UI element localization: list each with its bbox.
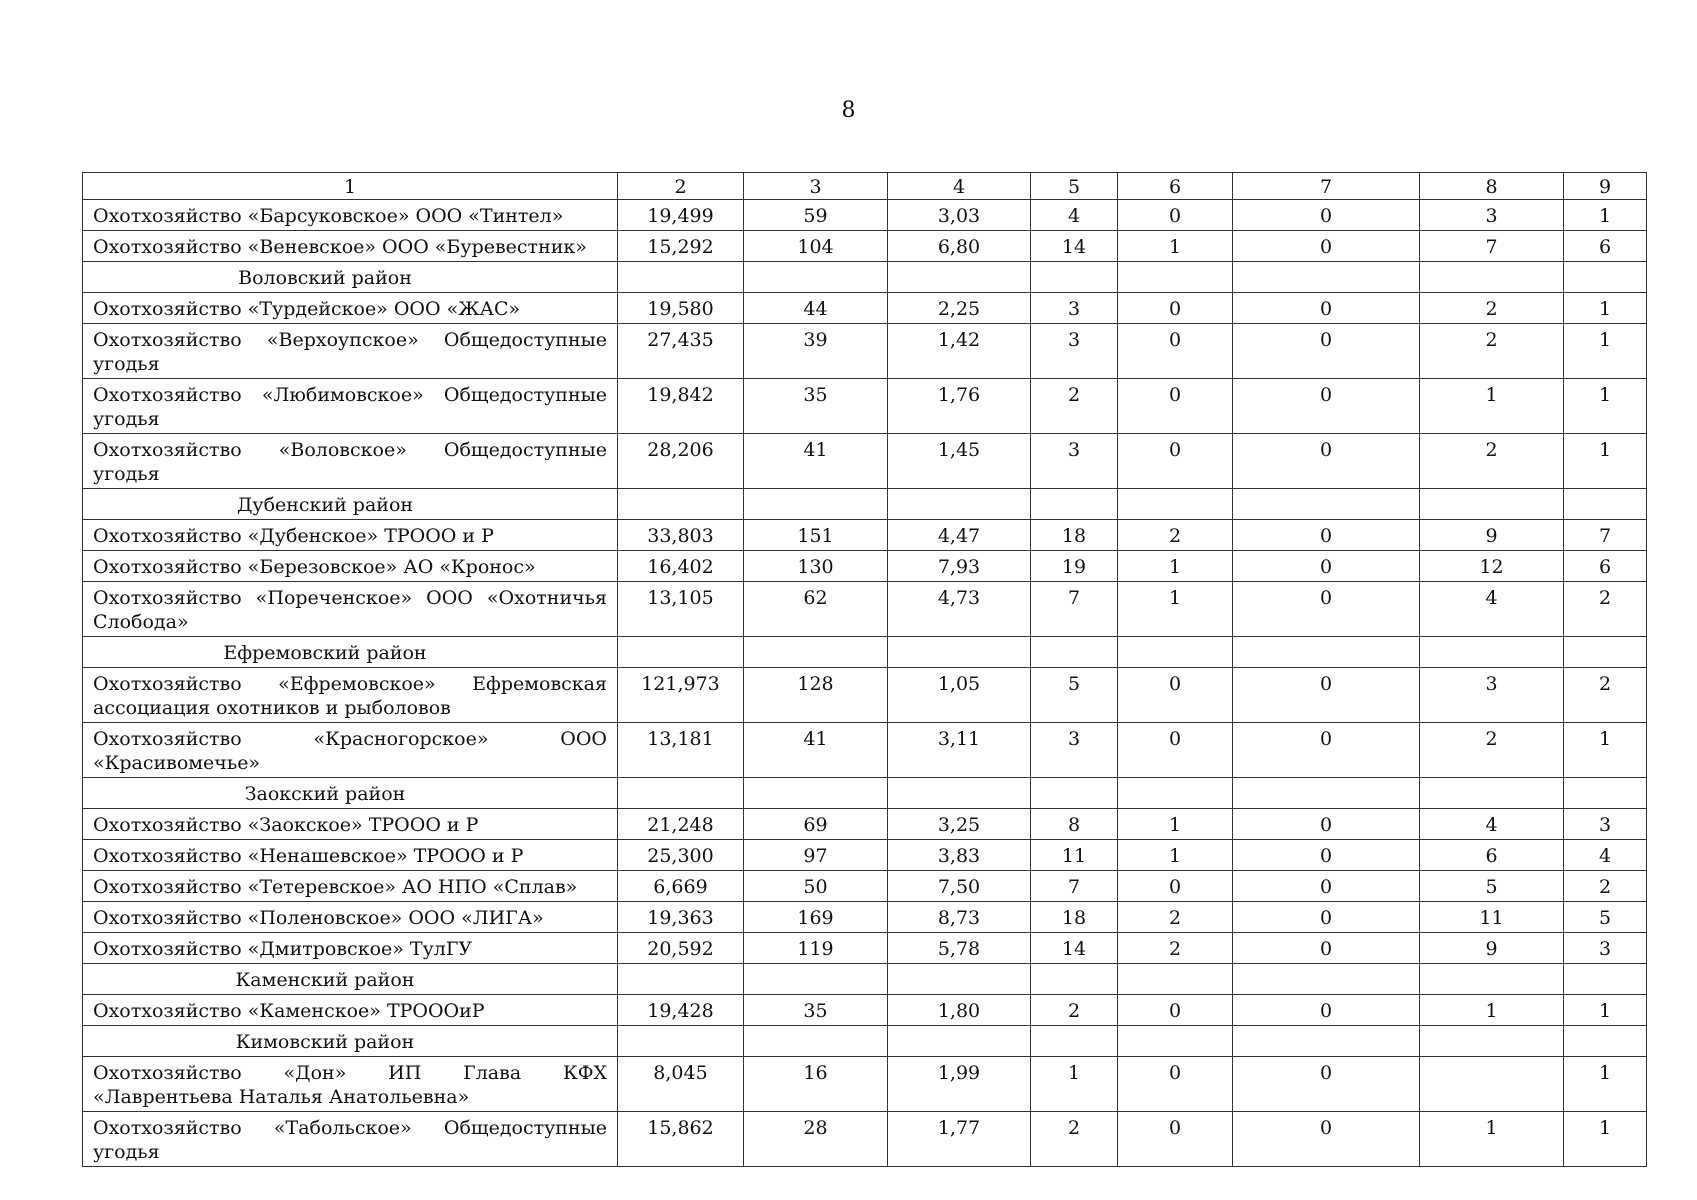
- district-row: [83, 637, 1647, 668]
- value-cell: 6: [1420, 840, 1564, 871]
- value-cell: 6,669: [618, 871, 744, 902]
- value-cell: [1031, 489, 1118, 520]
- page-number: 8: [841, 98, 856, 123]
- table-body: [83, 173, 1647, 1167]
- value-cell: 0: [1233, 434, 1420, 489]
- value-cell: 44: [744, 293, 888, 324]
- value-cell: 41: [744, 723, 888, 778]
- table-row: [83, 324, 1647, 379]
- table-header-row: [83, 173, 1647, 200]
- value-cell: [1233, 262, 1420, 293]
- value-cell: 1: [1420, 379, 1564, 434]
- value-cell: 1,80: [888, 995, 1031, 1026]
- value-cell: 2: [1420, 434, 1564, 489]
- value-cell: 4: [1031, 200, 1118, 231]
- value-cell: 6: [1564, 231, 1647, 262]
- value-cell: [1420, 637, 1564, 668]
- district-name-cell: Дубенский район: [83, 489, 618, 520]
- value-cell: 1: [1564, 324, 1647, 379]
- value-cell: 2: [1118, 933, 1233, 964]
- value-cell: 8,045: [618, 1057, 744, 1112]
- value-cell: 19,499: [618, 200, 744, 231]
- value-cell: 0: [1233, 200, 1420, 231]
- hunting-ground-name-cell: Охотхозяйство «Красногорское» ООО «Красивомечье»: [83, 723, 618, 778]
- hunting-ground-name-cell: Охотхозяйство «Барсуковское» ООО «Тинтел»: [83, 200, 618, 231]
- value-cell: 128: [744, 668, 888, 723]
- table-row: [83, 520, 1647, 551]
- value-cell: 0: [1233, 809, 1420, 840]
- value-cell: 7: [1031, 871, 1118, 902]
- district-name-cell: Заокский район: [83, 778, 618, 809]
- value-cell: 151: [744, 520, 888, 551]
- hunting-ground-name-cell: Охотхозяйство «Воловское» Общедоступные угодья: [83, 434, 618, 489]
- value-cell: [1420, 1057, 1564, 1112]
- value-cell: [1233, 1026, 1420, 1057]
- value-cell: 4,73: [888, 582, 1031, 637]
- hunting-ground-name-cell: Охотхозяйство «Ненашевское» ТРООО и Р: [83, 840, 618, 871]
- table-row: [83, 231, 1647, 262]
- value-cell: 0: [1118, 723, 1233, 778]
- value-cell: 1: [1420, 1112, 1564, 1167]
- value-cell: 50: [744, 871, 888, 902]
- value-cell: 4: [1420, 809, 1564, 840]
- value-cell: [1118, 637, 1233, 668]
- value-cell: 1: [1564, 1112, 1647, 1167]
- table-row: [83, 379, 1647, 434]
- value-cell: 18: [1031, 520, 1118, 551]
- district-row: [83, 964, 1647, 995]
- value-cell: 119: [744, 933, 888, 964]
- value-cell: 9: [1420, 520, 1564, 551]
- value-cell: 16,402: [618, 551, 744, 582]
- table-row: [83, 871, 1647, 902]
- value-cell: 2: [1420, 293, 1564, 324]
- hunting-ground-name-cell: Охотхозяйство «Пореченское» ООО «Охотничья Слобода»: [83, 582, 618, 637]
- value-cell: 7,50: [888, 871, 1031, 902]
- table-row: [83, 809, 1647, 840]
- value-cell: 7: [1031, 582, 1118, 637]
- value-cell: [1233, 964, 1420, 995]
- district-name-cell: Ефремовский район: [83, 637, 618, 668]
- value-cell: 2: [1118, 520, 1233, 551]
- value-cell: [1233, 637, 1420, 668]
- value-cell: 0: [1233, 1112, 1420, 1167]
- value-cell: [1118, 964, 1233, 995]
- value-cell: 0: [1233, 668, 1420, 723]
- hunting-ground-name-cell: Охотхозяйство «Тетеревское» АО НПО «Сплав»: [83, 871, 618, 902]
- value-cell: [1420, 778, 1564, 809]
- value-cell: 9: [1420, 933, 1564, 964]
- value-cell: 0: [1233, 582, 1420, 637]
- value-cell: 2: [1564, 582, 1647, 637]
- value-cell: [1118, 1026, 1233, 1057]
- value-cell: [888, 262, 1031, 293]
- value-cell: [1564, 489, 1647, 520]
- value-cell: 0: [1118, 293, 1233, 324]
- value-cell: 0: [1233, 840, 1420, 871]
- value-cell: 1: [1564, 434, 1647, 489]
- table-row: [83, 723, 1647, 778]
- value-cell: 1: [1564, 995, 1647, 1026]
- value-cell: 121,973: [618, 668, 744, 723]
- value-cell: 3: [1031, 324, 1118, 379]
- value-cell: [1031, 262, 1118, 293]
- table-row: [83, 840, 1647, 871]
- value-cell: 1: [1031, 1057, 1118, 1112]
- value-cell: 3,83: [888, 840, 1031, 871]
- value-cell: 0: [1118, 379, 1233, 434]
- table-row: [83, 200, 1647, 231]
- value-cell: 25,300: [618, 840, 744, 871]
- value-cell: 2: [1118, 902, 1233, 933]
- header-cell: 3: [744, 173, 888, 200]
- value-cell: [1233, 489, 1420, 520]
- value-cell: 33,803: [618, 520, 744, 551]
- value-cell: 2: [1564, 668, 1647, 723]
- value-cell: 16: [744, 1057, 888, 1112]
- value-cell: 1: [1118, 809, 1233, 840]
- value-cell: [1031, 1026, 1118, 1057]
- value-cell: [888, 637, 1031, 668]
- value-cell: 1,45: [888, 434, 1031, 489]
- value-cell: 4: [1420, 582, 1564, 637]
- header-cell: 6: [1118, 173, 1233, 200]
- value-cell: 5: [1031, 668, 1118, 723]
- value-cell: 2: [1420, 324, 1564, 379]
- value-cell: 11: [1031, 840, 1118, 871]
- value-cell: 0: [1233, 933, 1420, 964]
- value-cell: [1118, 778, 1233, 809]
- value-cell: 0: [1118, 200, 1233, 231]
- value-cell: 19,363: [618, 902, 744, 933]
- value-cell: [1031, 964, 1118, 995]
- table-row: [83, 434, 1647, 489]
- district-row: [83, 262, 1647, 293]
- header-cell: 9: [1564, 173, 1647, 200]
- table-row: [83, 293, 1647, 324]
- value-cell: 2: [1420, 723, 1564, 778]
- value-cell: 0: [1118, 871, 1233, 902]
- value-cell: [1233, 778, 1420, 809]
- hunting-ground-name-cell: Охотхозяйство «Дмитровское» ТулГУ: [83, 933, 618, 964]
- value-cell: 3: [1031, 434, 1118, 489]
- district-row: [83, 489, 1647, 520]
- value-cell: 1: [1118, 840, 1233, 871]
- value-cell: 1: [1118, 551, 1233, 582]
- value-cell: 15,862: [618, 1112, 744, 1167]
- value-cell: [1564, 1026, 1647, 1057]
- value-cell: 0: [1233, 723, 1420, 778]
- value-cell: 14: [1031, 933, 1118, 964]
- value-cell: 0: [1118, 1112, 1233, 1167]
- value-cell: 8,73: [888, 902, 1031, 933]
- hunting-ground-name-cell: Охотхозяйство «Веневское» ООО «Буревестник»: [83, 231, 618, 262]
- value-cell: 3: [1420, 200, 1564, 231]
- value-cell: 2,25: [888, 293, 1031, 324]
- value-cell: [1031, 778, 1118, 809]
- value-cell: 1: [1564, 1057, 1647, 1112]
- value-cell: [1031, 637, 1118, 668]
- value-cell: 19: [1031, 551, 1118, 582]
- value-cell: [1118, 489, 1233, 520]
- value-cell: 3: [1420, 668, 1564, 723]
- value-cell: 1: [1564, 293, 1647, 324]
- value-cell: [1564, 262, 1647, 293]
- value-cell: [618, 489, 744, 520]
- value-cell: 1: [1564, 379, 1647, 434]
- value-cell: 3,25: [888, 809, 1031, 840]
- value-cell: 169: [744, 902, 888, 933]
- table-row: [83, 933, 1647, 964]
- value-cell: [1564, 964, 1647, 995]
- value-cell: 0: [1118, 995, 1233, 1026]
- district-name-cell: Воловский район: [83, 262, 618, 293]
- table-row: [83, 551, 1647, 582]
- header-cell: 8: [1420, 173, 1564, 200]
- header-cell: 2: [618, 173, 744, 200]
- value-cell: 3,11: [888, 723, 1031, 778]
- value-cell: [888, 489, 1031, 520]
- hunting-ground-name-cell: Охотхозяйство «Березовское» АО «Кронос»: [83, 551, 618, 582]
- district-row: [83, 778, 1647, 809]
- value-cell: 18: [1031, 902, 1118, 933]
- value-cell: [1420, 262, 1564, 293]
- value-cell: 0: [1118, 668, 1233, 723]
- value-cell: 6: [1564, 551, 1647, 582]
- value-cell: 2: [1564, 871, 1647, 902]
- table-row: [83, 582, 1647, 637]
- value-cell: [618, 964, 744, 995]
- value-cell: 3: [1031, 723, 1118, 778]
- value-cell: 7: [1564, 520, 1647, 551]
- hunting-ground-name-cell: Охотхозяйство «Любимовское» Общедоступные угодья: [83, 379, 618, 434]
- value-cell: [744, 489, 888, 520]
- value-cell: 2: [1031, 379, 1118, 434]
- value-cell: 21,248: [618, 809, 744, 840]
- value-cell: 39: [744, 324, 888, 379]
- value-cell: 1: [1564, 723, 1647, 778]
- hunting-ground-name-cell: Охотхозяйство «Табольское» Общедоступные угодья: [83, 1112, 618, 1167]
- value-cell: 41: [744, 434, 888, 489]
- value-cell: 5: [1564, 902, 1647, 933]
- value-cell: 69: [744, 809, 888, 840]
- value-cell: 0: [1233, 324, 1420, 379]
- value-cell: 0: [1118, 324, 1233, 379]
- header-cell: 7: [1233, 173, 1420, 200]
- hunting-ground-name-cell: Охотхозяйство «Дон» ИП Глава КФХ «Лаврентьева Наталья Анатольевна»: [83, 1057, 618, 1112]
- hunting-ground-name-cell: Охотхозяйство «Дубенское» ТРООО и Р: [83, 520, 618, 551]
- hunting-ground-name-cell: Охотхозяйство «Поленовское» ООО «ЛИГА»: [83, 902, 618, 933]
- value-cell: 4: [1564, 840, 1647, 871]
- header-cell: 5: [1031, 173, 1118, 200]
- value-cell: 0: [1233, 551, 1420, 582]
- value-cell: 11: [1420, 902, 1564, 933]
- value-cell: 5,78: [888, 933, 1031, 964]
- value-cell: [1420, 964, 1564, 995]
- hunting-ground-name-cell: Охотхозяйство «Верхоупское» Общедоступные угодья: [83, 324, 618, 379]
- value-cell: [744, 637, 888, 668]
- table-row: [83, 1057, 1647, 1112]
- value-cell: 1,05: [888, 668, 1031, 723]
- value-cell: [618, 637, 744, 668]
- value-cell: [888, 1026, 1031, 1057]
- value-cell: 1: [1420, 995, 1564, 1026]
- value-cell: [744, 778, 888, 809]
- value-cell: 28: [744, 1112, 888, 1167]
- value-cell: 13,105: [618, 582, 744, 637]
- value-cell: 130: [744, 551, 888, 582]
- value-cell: 104: [744, 231, 888, 262]
- table-row: [83, 902, 1647, 933]
- value-cell: 19,842: [618, 379, 744, 434]
- value-cell: [618, 262, 744, 293]
- value-cell: 5: [1420, 871, 1564, 902]
- district-name-cell: Кимовский район: [83, 1026, 618, 1057]
- value-cell: 62: [744, 582, 888, 637]
- hunting-ground-name-cell: Охотхозяйство «Каменское» ТРОООиР: [83, 995, 618, 1026]
- value-cell: 13,181: [618, 723, 744, 778]
- value-cell: 0: [1233, 293, 1420, 324]
- table-row: [83, 668, 1647, 723]
- value-cell: 4,47: [888, 520, 1031, 551]
- value-cell: [1118, 262, 1233, 293]
- value-cell: 15,292: [618, 231, 744, 262]
- value-cell: [618, 778, 744, 809]
- value-cell: 1,76: [888, 379, 1031, 434]
- value-cell: 0: [1233, 231, 1420, 262]
- value-cell: 20,592: [618, 933, 744, 964]
- value-cell: [1564, 778, 1647, 809]
- value-cell: 7,93: [888, 551, 1031, 582]
- value-cell: 2: [1031, 1112, 1118, 1167]
- value-cell: 19,580: [618, 293, 744, 324]
- value-cell: 8: [1031, 809, 1118, 840]
- value-cell: 1,42: [888, 324, 1031, 379]
- value-cell: 0: [1118, 434, 1233, 489]
- value-cell: 35: [744, 379, 888, 434]
- hunting-grounds-table: [82, 172, 1647, 1167]
- value-cell: [744, 1026, 888, 1057]
- value-cell: [888, 964, 1031, 995]
- value-cell: 0: [1233, 871, 1420, 902]
- header-cell: 4: [888, 173, 1031, 200]
- value-cell: 27,435: [618, 324, 744, 379]
- district-name-cell: Каменский район: [83, 964, 618, 995]
- value-cell: 0: [1118, 1057, 1233, 1112]
- value-cell: 6,80: [888, 231, 1031, 262]
- value-cell: [1420, 489, 1564, 520]
- value-cell: 0: [1233, 995, 1420, 1026]
- value-cell: 59: [744, 200, 888, 231]
- value-cell: 0: [1233, 520, 1420, 551]
- value-cell: 1: [1118, 582, 1233, 637]
- value-cell: 3,03: [888, 200, 1031, 231]
- value-cell: 0: [1233, 902, 1420, 933]
- value-cell: 97: [744, 840, 888, 871]
- value-cell: [1564, 637, 1647, 668]
- value-cell: 0: [1233, 379, 1420, 434]
- hunting-ground-name-cell: Охотхозяйство «Заокское» ТРООО и Р: [83, 809, 618, 840]
- value-cell: 3: [1564, 933, 1647, 964]
- value-cell: 3: [1564, 809, 1647, 840]
- value-cell: 28,206: [618, 434, 744, 489]
- hunting-ground-name-cell: Охотхозяйство «Турдейское» ООО «ЖАС»: [83, 293, 618, 324]
- header-cell: 1: [83, 173, 618, 200]
- value-cell: 3: [1031, 293, 1118, 324]
- district-row: [83, 1026, 1647, 1057]
- value-cell: 12: [1420, 551, 1564, 582]
- value-cell: [888, 778, 1031, 809]
- value-cell: [618, 1026, 744, 1057]
- hunting-ground-name-cell: Охотхозяйство «Ефремовское» Ефремовская ассоциация охотников и рыболовов: [83, 668, 618, 723]
- table-row: [83, 1112, 1647, 1167]
- value-cell: [744, 262, 888, 293]
- value-cell: 1,99: [888, 1057, 1031, 1112]
- value-cell: [744, 964, 888, 995]
- value-cell: 1,77: [888, 1112, 1031, 1167]
- value-cell: 35: [744, 995, 888, 1026]
- value-cell: 1: [1564, 200, 1647, 231]
- value-cell: 7: [1420, 231, 1564, 262]
- table-row: [83, 995, 1647, 1026]
- value-cell: 19,428: [618, 995, 744, 1026]
- value-cell: 2: [1031, 995, 1118, 1026]
- value-cell: 14: [1031, 231, 1118, 262]
- value-cell: 0: [1233, 1057, 1420, 1112]
- value-cell: [1420, 1026, 1564, 1057]
- value-cell: 1: [1118, 231, 1233, 262]
